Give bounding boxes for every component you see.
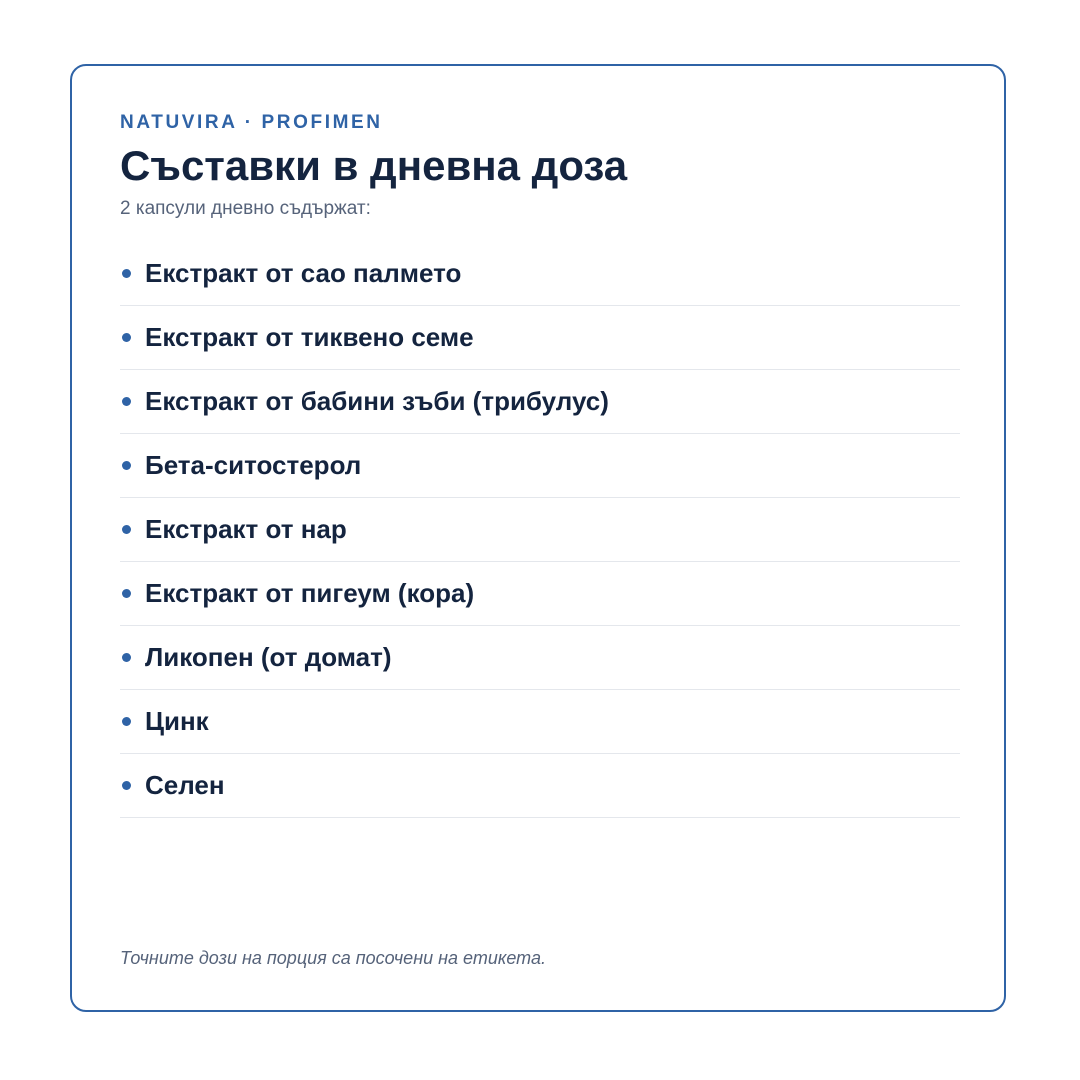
list-item	[120, 498, 960, 562]
ingredient-label: Екстракт от бабини зъби (трибулус)	[145, 386, 609, 416]
ingredient-list	[120, 242, 960, 818]
list-item	[120, 754, 960, 818]
ingredient-label: Бета-ситостерол	[145, 450, 362, 480]
list-item	[120, 242, 960, 306]
list-item	[120, 690, 960, 754]
ingredients-card	[70, 64, 1006, 1012]
bullet-icon	[122, 397, 131, 406]
brand-eyebrow: NATUVIRA · PROFIMEN	[120, 112, 383, 133]
list-item	[120, 626, 960, 690]
ingredient-label: Селен	[145, 770, 225, 800]
ingredient-label: Екстракт от нар	[145, 514, 347, 544]
ingredient-label: Ликопен (от домат)	[145, 642, 392, 672]
list-item	[120, 562, 960, 626]
bullet-icon	[122, 333, 131, 342]
bullet-icon	[122, 269, 131, 278]
bullet-icon	[122, 781, 131, 790]
list-item	[120, 306, 960, 370]
ingredient-label: Цинк	[145, 706, 209, 736]
ingredient-label: Екстракт от пигеум (кора)	[145, 578, 475, 608]
ingredient-label: Екстракт от тиквено семе	[145, 322, 474, 352]
list-item	[120, 434, 960, 498]
bullet-icon	[122, 525, 131, 534]
card-title: Съставки в дневна доза	[120, 142, 628, 189]
bullet-icon	[122, 589, 131, 598]
ingredient-label: Екстракт от сао палмето	[145, 258, 462, 288]
bullet-icon	[122, 717, 131, 726]
card-subtitle: 2 капсули дневно съдържат:	[120, 198, 371, 219]
bullet-icon	[122, 653, 131, 662]
footnote: Точните дози на порция са посочени на етикета.	[120, 948, 546, 968]
list-item	[120, 370, 960, 434]
bullet-icon	[122, 461, 131, 470]
